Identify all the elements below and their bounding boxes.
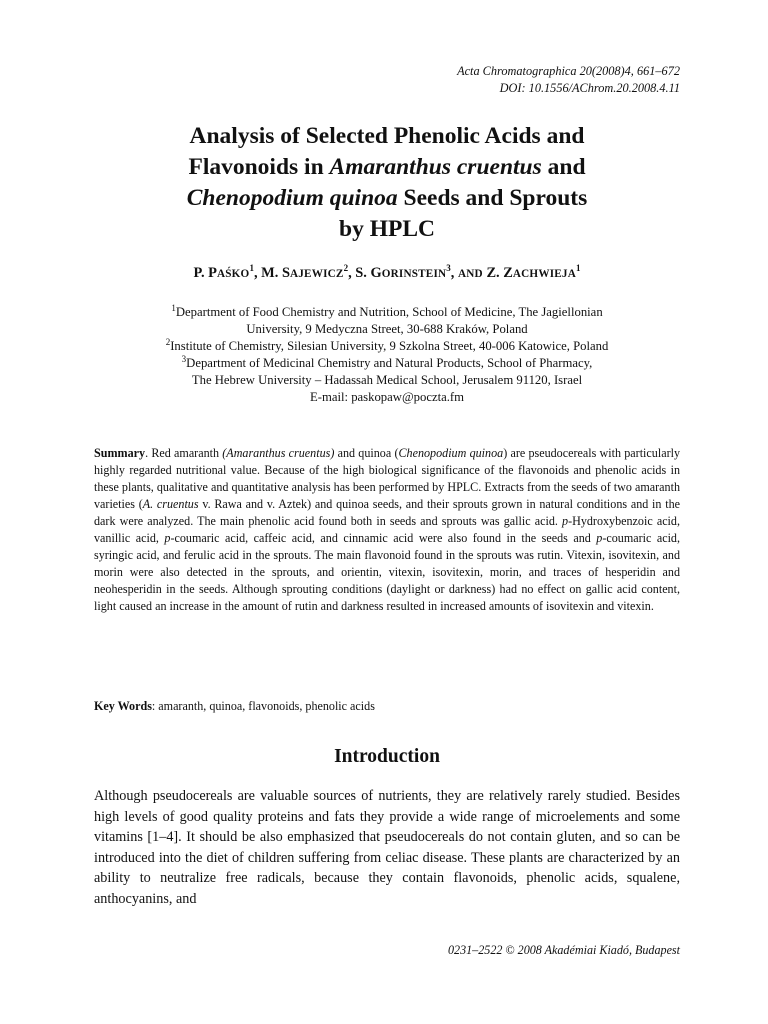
author-initial: M. S bbox=[261, 265, 290, 281]
affiliation-marker: 1 bbox=[171, 302, 176, 313]
affiliation-marker: 2 bbox=[165, 336, 171, 347]
author bbox=[261, 265, 355, 281]
journal-header bbox=[94, 63, 680, 96]
abstract-paragraph bbox=[94, 445, 680, 615]
introduction-paragraph: Although pseudocereals are valuable sources of nutrients, they are relatively rarely studied. Besides high levels of good quality proteins and fats they provide a wide range of microelements and some vitamins [1–4]. It should be also emphasized that pseudocereals do not contain gluten, and so can be introduced into the diet of children suffering from celiac disease. These plants are characterized by an ability to neutralize free radicals, because they contain flavonoids, phenolic acids, squalene, anthocyanins, and bbox=[94, 788, 680, 907]
keywords-label: Key Words bbox=[94, 699, 152, 713]
affiliation-marker: 1 bbox=[576, 263, 581, 274]
paper-title bbox=[94, 121, 680, 245]
journal-doi: DOI: 10.1556/AChrom.20.2008.4.11 bbox=[499, 80, 680, 95]
keywords bbox=[94, 698, 680, 715]
affiliation-marker: 2 bbox=[343, 263, 349, 274]
and-text: AND bbox=[458, 268, 483, 280]
author bbox=[193, 265, 261, 281]
title-text: Seeds and Sprouts bbox=[397, 185, 588, 211]
affiliation-text: Department of Medicinal Chemistry and Natural Products, School of Pharmacy, bbox=[186, 356, 593, 370]
author-surname: ACHWIEJA bbox=[512, 268, 576, 280]
abstract-italic: (Amaranthus cruentus) bbox=[222, 446, 335, 460]
abstract-text: -Hydroxybenzoic acid, vanillic acid, bbox=[94, 514, 680, 545]
contact-email[interactable]: E-mail: paskopaw@poczta.fm bbox=[309, 390, 464, 404]
author-initial: Z. Z bbox=[486, 265, 513, 281]
author bbox=[486, 265, 580, 281]
abstract-text: v. Rawa and v. Aztek) and quinoa seeds, and their sprouts grown in natural conditions and in the dark were analyzed. The main phenolic acid found both in seeds and sprouts was gallic acid. bbox=[94, 497, 680, 528]
author-list bbox=[94, 264, 680, 283]
conjunction bbox=[458, 265, 486, 281]
abstract-italic: p bbox=[562, 514, 569, 528]
author-initial: S. G bbox=[355, 265, 382, 281]
abstract-italic: p bbox=[164, 531, 171, 545]
affiliation-marker: 1 bbox=[249, 263, 254, 274]
abstract-italic: p bbox=[596, 531, 603, 545]
introduction-body bbox=[94, 786, 680, 909]
author-surname: AJEWICZ bbox=[289, 268, 344, 280]
abstract-text: -coumaric acid, caffeic acid, and cinnamic acid were also found in the seeds and bbox=[170, 531, 597, 545]
affiliation-3-line-2: The Hebrew University – Hadassah Medical School, Jerusalem 91120, Israel bbox=[191, 373, 583, 387]
affiliation-2 bbox=[94, 338, 680, 355]
author-surname: AŚKO bbox=[216, 268, 250, 280]
species-name: Chenopodium quinoa bbox=[186, 185, 398, 211]
page-footer: 0231–2522 © 2008 Akadémiai Kiadó, Budapest bbox=[447, 943, 680, 957]
affiliation-3-line-1 bbox=[94, 355, 680, 372]
affiliation-text: Institute of Chemistry, Silesian University, 9 Szkolna Street, 40-006 Katowice, Poland bbox=[170, 339, 609, 353]
abstract-text: and quinoa ( bbox=[334, 446, 399, 460]
separator: , bbox=[450, 265, 458, 281]
title-line-2 bbox=[94, 152, 680, 183]
journal-citation: Acta Chromatographica 20(2008)4, 661–672 bbox=[457, 64, 680, 78]
affiliation-marker: 3 bbox=[181, 353, 187, 364]
affiliations bbox=[94, 304, 680, 406]
section-heading-introduction: Introduction bbox=[334, 746, 440, 767]
title-line-3 bbox=[94, 183, 680, 214]
title-text: Flavonoids in bbox=[188, 154, 330, 180]
affiliation-1-line-1 bbox=[94, 304, 680, 321]
title-line-1: Analysis of Selected Phenolic Acids and bbox=[189, 123, 585, 149]
keywords-text: : amaranth, quinoa, flavonoids, phenolic acids bbox=[151, 699, 375, 713]
title-line-4: by HPLC bbox=[339, 216, 435, 242]
separator: , bbox=[253, 265, 262, 281]
affiliation-1-line-2: University, 9 Medyczna Street, 30-688 Kraków, Poland bbox=[246, 322, 528, 336]
abstract-italic: A. cruentus bbox=[142, 497, 199, 511]
abstract-text: ) are pseudocereals with particularly highly regarded nutritional value. Because of the high biological significance of the flavonoids and phenolic acids in these plants, qualitative and quantitative analysis has been performed by HPLC. Extracts from the seeds of two amaranth varieties ( bbox=[94, 446, 680, 511]
abstract-label: Summary bbox=[94, 446, 146, 460]
abstract bbox=[94, 445, 680, 615]
abstract-text: -coumaric acid, syringic acid, and ferulic acid in the sprouts. The main flavonoid found in the sprouts was rutin. Vitexin, isovitexin, and morin were also detected in the sprouts, and orientin, vitexin, isovitexin, morin, and traces of hesperidin and neohesperidin in the seeds. Although sprouting conditions (daylight or darkness) had no effect on gallic acid content, light caused an increase in the amount of rutin and darkness resulted in increased amounts of isovitexin and vitexin. bbox=[94, 531, 681, 613]
author-initial: P. P bbox=[193, 265, 217, 281]
title-text: and bbox=[541, 154, 586, 180]
affiliation-marker: 3 bbox=[446, 263, 451, 274]
affiliation-text: Department of Food Chemistry and Nutrition, School of Medicine, The Jagiellonian bbox=[175, 305, 603, 319]
species-name: Amaranthus cruentus bbox=[329, 154, 542, 180]
author bbox=[355, 265, 458, 281]
author-surname: ORINSTEIN bbox=[381, 268, 447, 280]
abstract-italic: Chenopodium quinoa bbox=[398, 446, 504, 460]
abstract-text: . Red amaranth bbox=[145, 446, 223, 460]
separator: , bbox=[348, 265, 356, 281]
